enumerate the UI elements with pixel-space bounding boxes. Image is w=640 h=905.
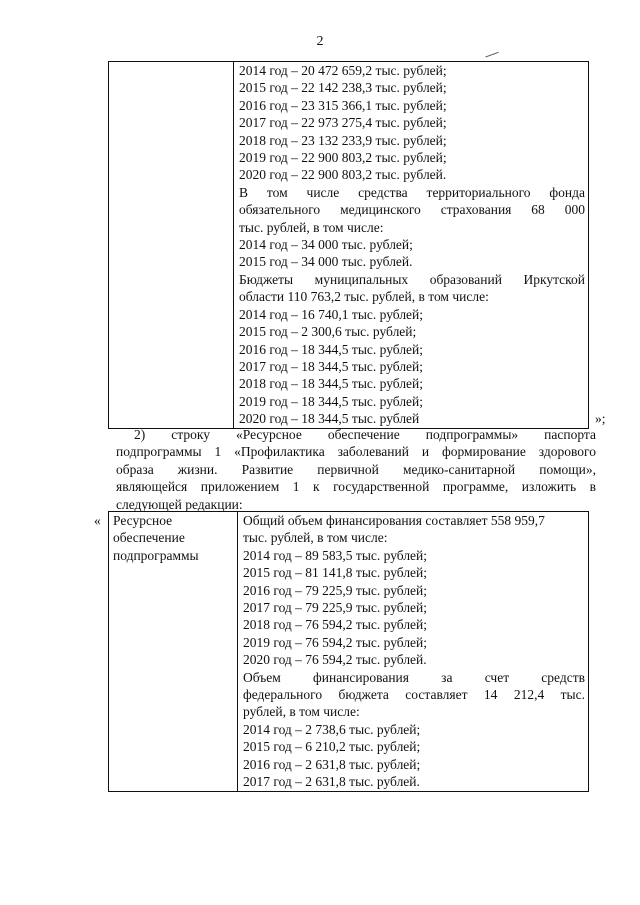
funding-line: 2015 год – 81 141,8 тыс. рублей; bbox=[243, 565, 428, 581]
funding-line: 2015 год – 2 300,6 тыс. рублей; bbox=[239, 324, 417, 340]
funding-line: 2014 год – 2 738,6 тыс. рублей; bbox=[243, 721, 421, 737]
funding-line: 2018 год – 76 594,2 тыс. рублей; bbox=[243, 617, 428, 633]
funding-line: 2019 год – 18 344,5 тыс. рублей; bbox=[239, 393, 424, 409]
funding-line: 2016 год – 2 631,8 тыс. рублей; bbox=[243, 756, 421, 772]
funding-line: 2017 год – 22 973 275,4 тыс. рублей; bbox=[239, 115, 447, 131]
funding-line: федерального бюджета составляет 14 212,4 тыс. bbox=[243, 687, 585, 703]
paragraph-line: подпрограммы 1 «Профилактика заболеваний и формирование здорового bbox=[116, 444, 596, 460]
funding-line: 2014 год – 16 740,1 тыс. рублей; bbox=[239, 306, 424, 322]
funding-line: 2015 год – 6 210,2 тыс. рублей; bbox=[243, 739, 421, 755]
funding-line: тыс. рублей, в том числе: bbox=[239, 219, 384, 235]
funding-line: 2014 год – 34 000 тыс. рублей; bbox=[239, 237, 413, 253]
funding-line: 2020 год – 18 344,5 тыс. рублей bbox=[239, 411, 420, 427]
funding-line: 2014 год – 20 472 659,2 тыс. рублей; bbox=[239, 63, 447, 78]
label-line: обеспечение bbox=[113, 530, 185, 546]
table1-empty-left-cell bbox=[109, 62, 234, 429]
funding-line: 2017 год – 79 225,9 тыс. рублей; bbox=[243, 600, 428, 616]
funding-line: 2016 год – 18 344,5 тыс. рублей; bbox=[239, 341, 424, 357]
amendment-paragraph bbox=[116, 426, 596, 513]
paragraph-line: образа жизни. Развитие первичной медико-санитарной помощи», bbox=[116, 461, 596, 477]
funding-line: области 110 763,2 тыс. рублей, в том числе: bbox=[239, 289, 489, 305]
funding-line: 2019 год – 22 900 803,2 тыс. рублей; bbox=[239, 150, 447, 166]
funding-line: В том числе средства территориального фонда bbox=[239, 184, 585, 200]
paragraph-line: 2) строку «Ресурсное обеспечение подпрограммы» паспорта bbox=[134, 427, 596, 442]
opening-quote: « bbox=[94, 513, 101, 528]
paragraph-line: следующей редакции: bbox=[116, 496, 243, 512]
funding-line: 2014 год – 89 583,5 тыс. рублей; bbox=[243, 547, 428, 563]
paragraph-line: являющейся приложением 1 к государственной программе, изложить в bbox=[116, 479, 596, 495]
closing-quote: »; bbox=[595, 411, 606, 426]
funding-line: 2018 год – 23 132 233,9 тыс. рублей; bbox=[239, 132, 447, 148]
funding-line: обязательного медицинского страхования 68 000 bbox=[239, 202, 585, 218]
funding-line: рублей, в том числе: bbox=[243, 704, 360, 720]
funding-line: 2017 год – 18 344,5 тыс. рублей; bbox=[239, 358, 424, 374]
label-line: подпрограммы bbox=[113, 547, 199, 563]
funding-line: 2020 год – 22 900 803,2 тыс. рублей. bbox=[239, 167, 447, 183]
funding-line: 2016 год – 79 225,9 тыс. рублей; bbox=[243, 582, 428, 598]
table1-right-cell bbox=[234, 62, 589, 429]
label-line: Ресурсное bbox=[113, 513, 173, 528]
funding-line: 2019 год – 76 594,2 тыс. рублей; bbox=[243, 634, 428, 650]
funding-line: 2015 год – 34 000 тыс. рублей. bbox=[239, 254, 413, 270]
funding-line: 2017 год – 2 631,8 тыс. рублей. bbox=[243, 774, 420, 790]
funding-line: Объем финансирования за счет средств bbox=[243, 669, 585, 685]
funding-line: 2018 год – 18 344,5 тыс. рублей; bbox=[239, 376, 424, 392]
resource-provision-table bbox=[108, 511, 589, 792]
funding-line: 2015 год – 22 142 238,3 тыс. рублей; bbox=[239, 80, 447, 96]
funding-line: тыс. рублей, в том числе: bbox=[243, 530, 388, 546]
table2-label-cell bbox=[109, 512, 238, 792]
table2-value-cell bbox=[238, 512, 589, 792]
funding-line: 2016 год – 23 315 366,1 тыс. рублей; bbox=[239, 97, 447, 113]
page-number: 2 bbox=[316, 34, 324, 49]
funding-table-continued bbox=[108, 61, 589, 429]
funding-line: Общий объем финансирования составляет 558 959,7 bbox=[243, 513, 545, 528]
funding-line: Бюджеты муниципальных образований Иркутской bbox=[239, 271, 585, 287]
funding-line: 2020 год – 76 594,2 тыс. рублей. bbox=[243, 652, 427, 668]
